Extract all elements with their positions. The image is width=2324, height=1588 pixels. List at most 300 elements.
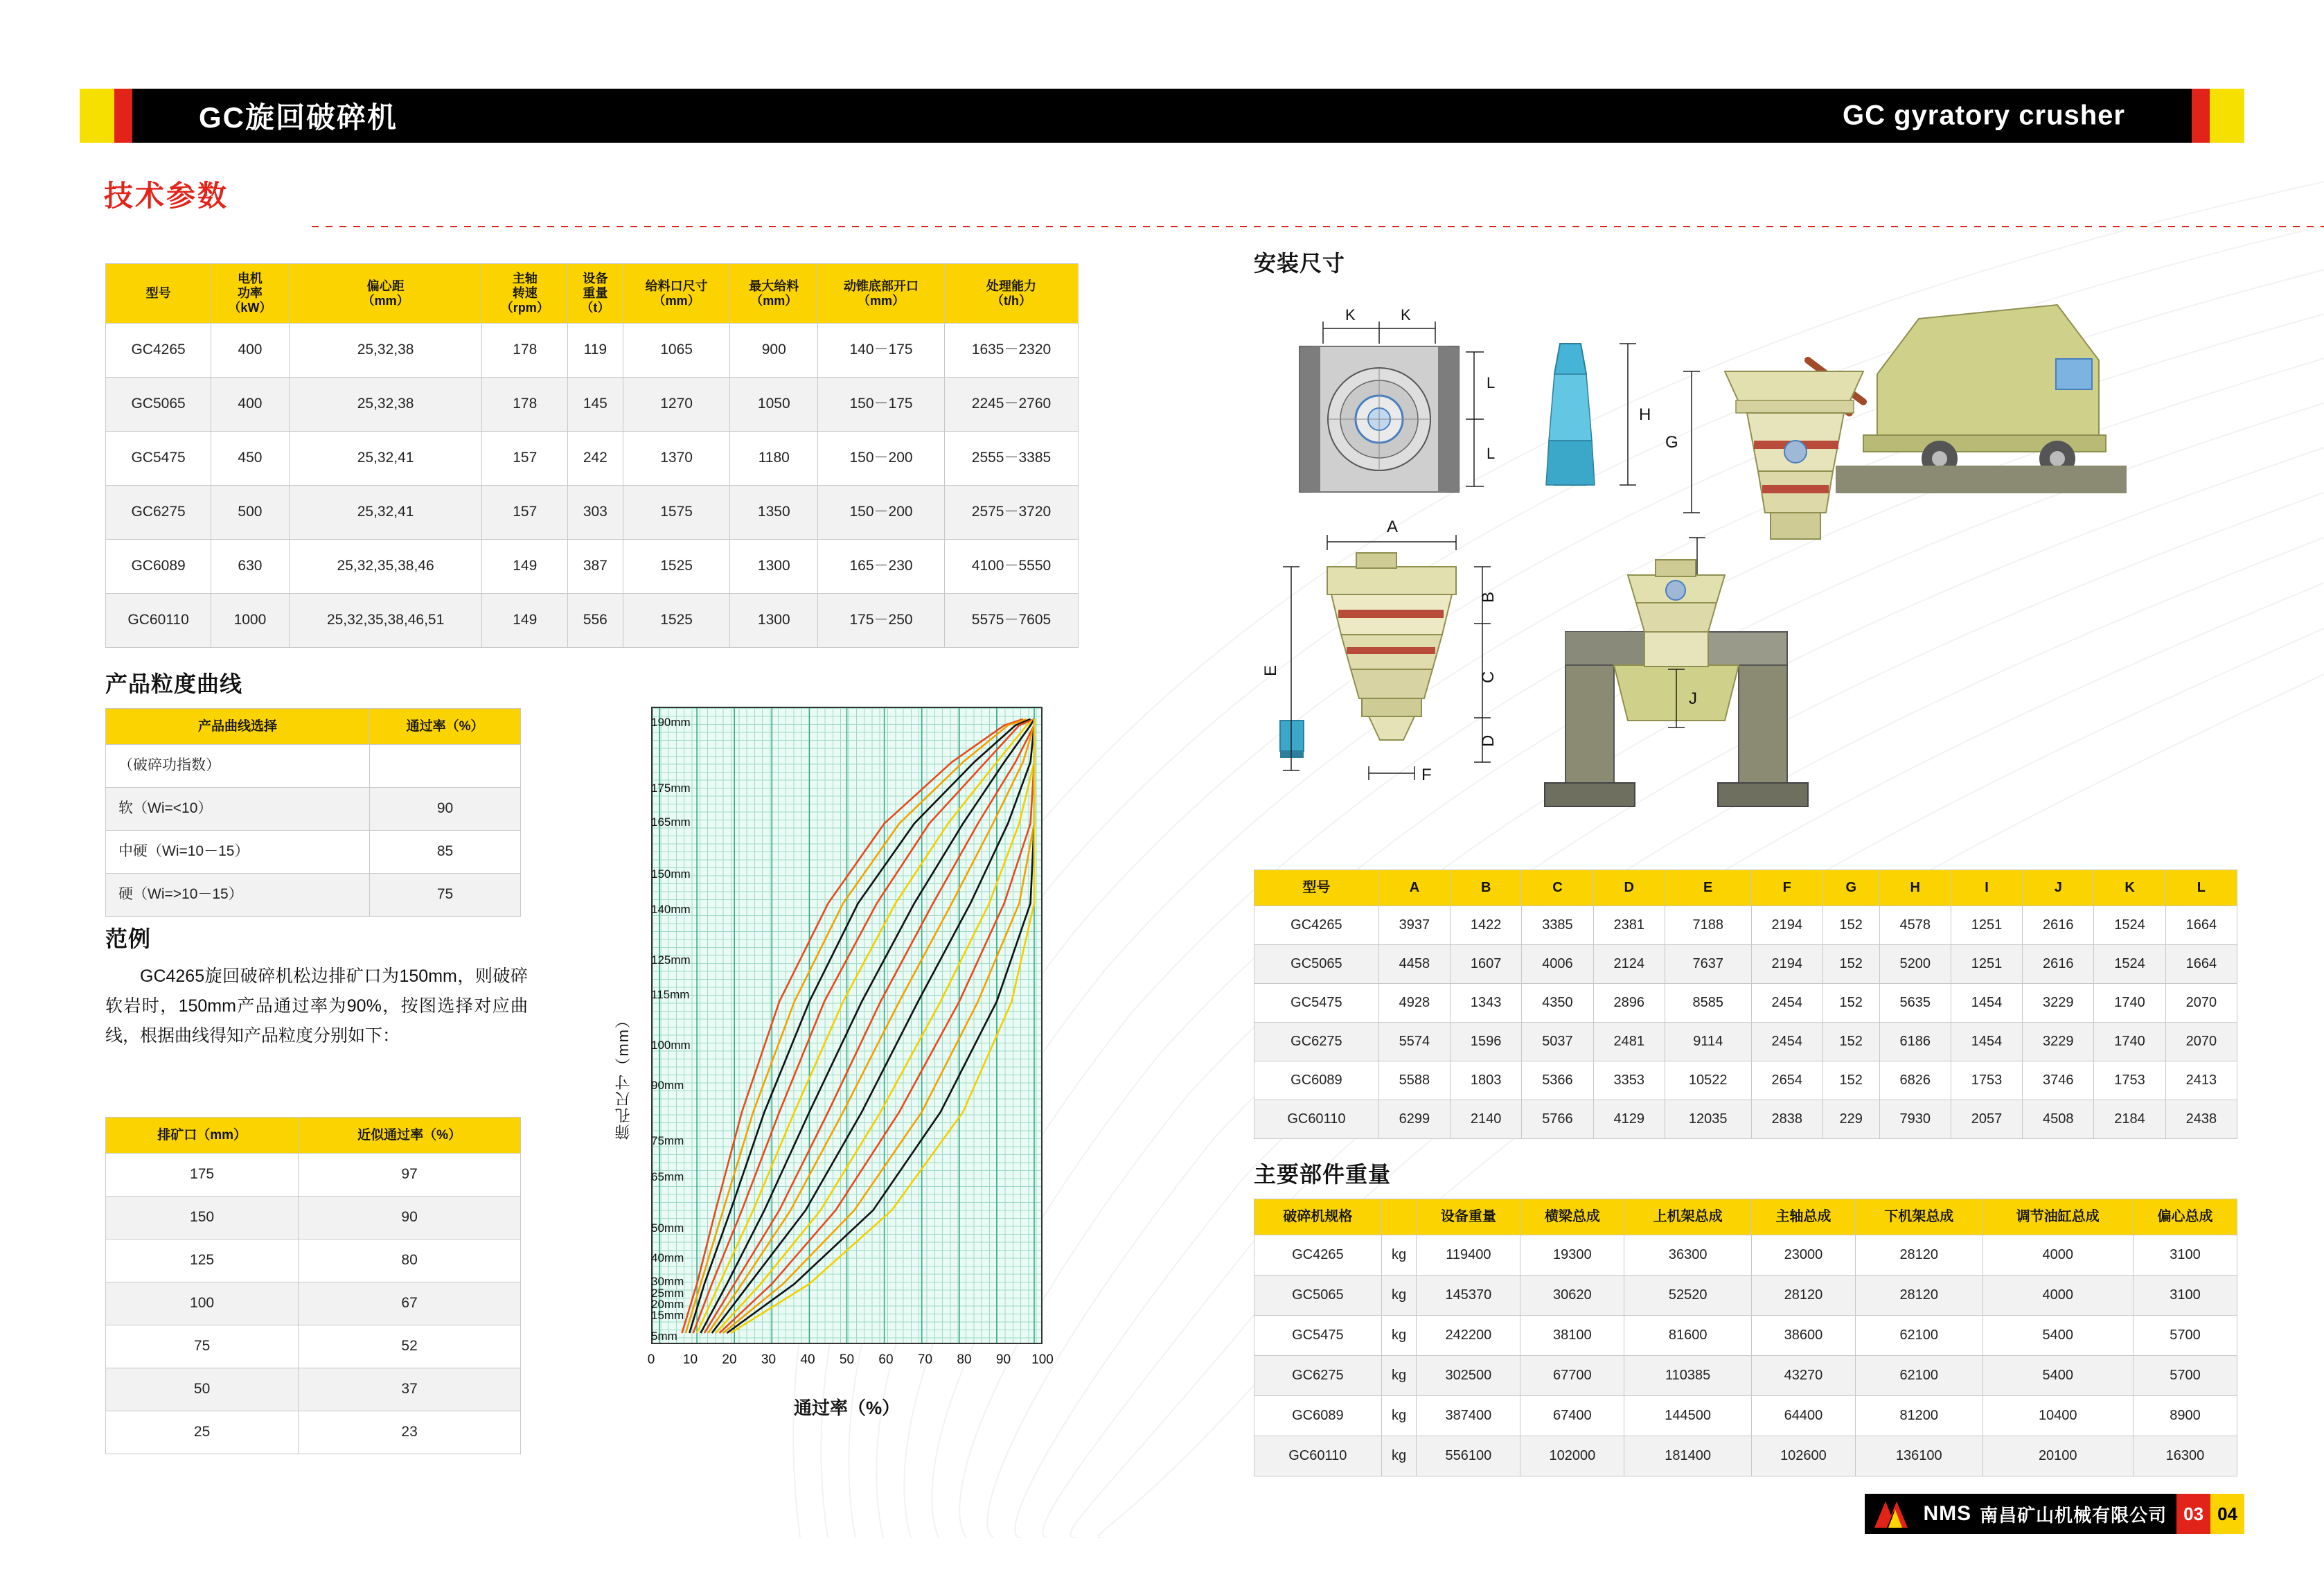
weight-table-cell: 3100	[2133, 1235, 2237, 1276]
install-dim-table-cell: 2896	[1593, 984, 1665, 1023]
installation-dimension-figure	[1240, 277, 2244, 831]
outlet-table-cell: 100	[106, 1282, 299, 1325]
install-dim-table-cell: 1343	[1451, 984, 1522, 1023]
spec-table-col-4: 设备 重量 （t）	[568, 264, 623, 324]
outlet-table-row	[106, 1325, 521, 1368]
weight-table-cell: 10400	[1983, 1396, 2133, 1436]
brand-text: NMS	[1923, 1502, 1972, 1525]
weight-table-cell: 43270	[1751, 1356, 1855, 1396]
install-dim-table-cell: 2057	[1951, 1100, 2022, 1139]
weight-table-cell: 38600	[1751, 1316, 1855, 1356]
spec-table-cell: 4100－5550	[944, 540, 1078, 594]
spec-table-cell: 145	[568, 378, 623, 432]
install-dim-table-cell: 2438	[2165, 1100, 2237, 1139]
spec-table-cell: 2575－3720	[944, 486, 1078, 540]
chart-series-line	[693, 719, 1034, 1333]
spec-table-cell: GC4265	[106, 324, 211, 378]
weight-table-cell: 5700	[2133, 1316, 2237, 1356]
install-dim-table-row	[1254, 906, 2237, 945]
weight-table-col-5: 主轴总成	[1751, 1199, 1855, 1235]
weight-table-cell: 16300	[2133, 1436, 2237, 1476]
install-dim-table-col-3: C	[1522, 870, 1593, 906]
weight-table-cell: 4000	[1983, 1276, 2133, 1316]
curve-select-cell: （破碎功指数）	[106, 745, 370, 788]
weight-table-cell: 81200	[1855, 1396, 1983, 1436]
chart-y-axis-title: 筛孔尺寸（mm）	[614, 1012, 632, 1140]
outlet-table-cell: 175	[106, 1154, 299, 1197]
install-dim-table-cell: 1753	[2094, 1061, 2165, 1100]
install-dim-table-cell: 2481	[1593, 1023, 1665, 1061]
outlet-table-cell: 80	[299, 1239, 521, 1282]
install-dim-table-cell: 3385	[1522, 906, 1593, 945]
svg-text:K: K	[1345, 306, 1356, 324]
weight-table-cell: GC5065	[1254, 1276, 1382, 1316]
weight-table-row	[1254, 1396, 2237, 1436]
curve-select-row	[106, 831, 521, 874]
header-accent-red-right	[2192, 89, 2210, 143]
nms-mark-icon	[1870, 1497, 1919, 1530]
spec-table-cell: 150－175	[818, 378, 945, 432]
weight-table-cell: 81600	[1624, 1316, 1752, 1356]
install-dim-table-cell: 1454	[1951, 1023, 2022, 1061]
install-dim-table-cell: 8585	[1665, 984, 1751, 1023]
spec-table-cell: GC5065	[106, 378, 211, 432]
weight-table-cell: 19300	[1520, 1235, 1624, 1276]
install-dim-table-cell: 4129	[1593, 1100, 1665, 1139]
spec-table-container	[105, 263, 1079, 648]
spec-table-cell: 500	[211, 486, 290, 540]
install-dim-table-cell: 4458	[1378, 945, 1450, 984]
outlet-header-row	[106, 1118, 521, 1154]
spec-table-cell: GC6275	[106, 486, 211, 540]
install-dim-table-cell: 10522	[1665, 1061, 1751, 1100]
curve-select-header-row	[106, 709, 521, 745]
weight-table-cell: 38100	[1520, 1316, 1624, 1356]
outlet-table-row	[106, 1282, 521, 1325]
install-dim-table-cell: 5037	[1522, 1023, 1593, 1061]
weight-table-cell: 387400	[1417, 1396, 1520, 1436]
curve-select-cell: 90	[370, 788, 521, 831]
install-dim-table-row	[1254, 1061, 2237, 1100]
spec-table-cell: GC6089	[106, 540, 211, 594]
spec-table-header-row	[106, 264, 1079, 324]
install-dim-table-cell: 1596	[1451, 1023, 1522, 1061]
spec-table-cell: 1270	[623, 378, 730, 432]
outlet-table-cell: 125	[106, 1239, 299, 1282]
install-dim-table-cell: 5588	[1378, 1061, 1450, 1100]
spec-table-row	[106, 540, 1079, 594]
chart-x-tick-label: 60	[878, 1352, 894, 1367]
install-dim-table-cell: 1524	[2094, 945, 2165, 984]
outlet-table-cell: 67	[299, 1282, 521, 1325]
figure-mantle-cone	[1546, 344, 1651, 485]
weight-table-cell: 30620	[1520, 1276, 1624, 1316]
block-title-example: 范例	[105, 926, 152, 951]
install-dim-table-cell: 152	[1822, 1023, 1879, 1061]
chart-series-line	[720, 719, 1034, 1333]
spec-table-col-7: 动锥底部开口 （mm）	[818, 264, 945, 324]
spec-table-cell: 1065	[623, 324, 730, 378]
weight-table-cell: 62100	[1855, 1316, 1983, 1356]
install-dim-table-col-1: A	[1378, 870, 1450, 906]
spec-table-cell: 1180	[730, 432, 818, 486]
spec-table-cell: 1635－2320	[944, 324, 1078, 378]
spec-table-cell: 25,32,35,38,46,51	[289, 594, 482, 648]
curve-select-cell: 硬（Wi=>10－15）	[106, 874, 370, 917]
company-logo	[1865, 1494, 2176, 1534]
curve-select-row	[106, 874, 521, 917]
page-number-left: 03	[2176, 1494, 2210, 1534]
spec-table-body	[106, 324, 1079, 648]
curve-select-cell: 软（Wi=<10）	[106, 788, 370, 831]
spec-table-cell: 900	[730, 324, 818, 378]
svg-text:L: L	[1487, 374, 1496, 391]
svg-text:G: G	[1665, 433, 1678, 452]
header-title-en: GC gyratory crusher	[1842, 100, 2125, 131]
install-dim-table-cell: 3746	[2023, 1061, 2094, 1100]
weight-table-row	[1254, 1356, 2237, 1396]
weight-table-cell: 4000	[1983, 1235, 2133, 1276]
spec-table-cell: 157	[482, 486, 568, 540]
weight-table-cell: kg	[1381, 1396, 1417, 1436]
curve-select-cell	[370, 745, 521, 788]
install-dim-table-col-10: J	[2023, 870, 2094, 906]
install-dim-table-cell: 1251	[1951, 906, 2022, 945]
chart-plot-area	[651, 707, 1043, 1344]
install-dim-table-cell: 3353	[1593, 1061, 1665, 1100]
install-dim-table-cell: 5366	[1522, 1061, 1593, 1100]
weight-table-cell: 110385	[1624, 1356, 1752, 1396]
weight-table-cell: 20100	[1983, 1436, 2133, 1476]
install-dim-table-body	[1254, 906, 2237, 1139]
spec-table-cell: 140－175	[818, 324, 945, 378]
spec-table-cell: GC60110	[106, 594, 211, 648]
weight-table-cell: 28120	[1855, 1276, 1983, 1316]
install-dim-table-cell: 3229	[2023, 984, 2094, 1023]
chart-x-tick-label: 50	[839, 1352, 855, 1367]
install-dim-table-col-0: 型号	[1254, 870, 1379, 906]
weight-table-row	[1254, 1316, 2237, 1356]
weight-table-cell: 5400	[1983, 1316, 2133, 1356]
chart-x-tick-label: 70	[917, 1352, 933, 1367]
install-dim-table-row	[1254, 1023, 2237, 1061]
curve-select-row	[106, 788, 521, 831]
outlet-table-cell: 25	[106, 1411, 299, 1454]
weight-table-col-7: 调节油缸总成	[1983, 1199, 2133, 1235]
weight-table-container	[1254, 1199, 2237, 1476]
install-dim-table-cell: 5635	[1879, 984, 1951, 1023]
install-dim-table-cell: 1740	[2094, 1023, 2165, 1061]
install-dim-table-cell: 1422	[1451, 906, 1522, 945]
weight-table-cell: 242200	[1417, 1316, 1520, 1356]
weight-table-cell: 23000	[1751, 1235, 1855, 1276]
weight-table-cell: 28120	[1855, 1235, 1983, 1276]
install-dim-table-cell: 12035	[1665, 1100, 1751, 1139]
outlet-table-cell: 97	[299, 1154, 521, 1197]
install-dim-table-cell: 5766	[1522, 1100, 1593, 1139]
install-dim-table-col-8: H	[1879, 870, 1951, 906]
curve-select-cell: 85	[370, 831, 521, 874]
install-dim-table-cell: GC5475	[1254, 984, 1379, 1023]
weight-table-cell: 52520	[1624, 1276, 1752, 1316]
weight-table-cell: 119400	[1417, 1235, 1520, 1276]
weight-table-cell: kg	[1381, 1356, 1417, 1396]
svg-text:K: K	[1401, 306, 1411, 324]
install-dim-table-cell: 9114	[1665, 1023, 1751, 1061]
curve-select-body	[106, 745, 521, 917]
install-dim-table-cell: 7637	[1665, 945, 1751, 984]
block-title-product-curve: 产品粒度曲线	[105, 671, 243, 696]
install-dim-table-cell: 4006	[1522, 945, 1593, 984]
spec-table-cell: 25,32,38	[289, 324, 482, 378]
spec-table-row	[106, 324, 1079, 378]
install-dim-table-cell: 7930	[1879, 1100, 1951, 1139]
install-dim-table-col-5: E	[1665, 870, 1751, 906]
spec-table-cell: 149	[482, 540, 568, 594]
outlet-table-cell: 23	[299, 1411, 521, 1454]
svg-text:F: F	[1421, 766, 1432, 784]
outlet-table-row	[106, 1154, 521, 1197]
weight-table-cell: 136100	[1855, 1436, 1983, 1476]
spec-table-col-0: 型号	[106, 264, 211, 324]
spec-table-col-3: 主轴 转速 （rpm）	[482, 264, 568, 324]
spec-table-cell: 1575	[623, 486, 730, 540]
install-dim-table-cell: 2616	[2023, 906, 2094, 945]
curve-select-cell: 中硬（Wi=10－15）	[106, 831, 370, 874]
weight-table-cell: 556100	[1417, 1436, 1520, 1476]
install-dim-table-cell: 3937	[1378, 906, 1450, 945]
spec-table-cell: 165－230	[818, 540, 945, 594]
spec-table-cell: 178	[482, 378, 568, 432]
install-dim-table-cell: 1664	[2165, 945, 2237, 984]
install-dim-table-cell: 2194	[1751, 945, 1822, 984]
weight-table-col-1	[1381, 1199, 1417, 1235]
weight-table-col-3: 横梁总成	[1520, 1199, 1624, 1235]
weight-table-cell: GC4265	[1254, 1235, 1382, 1276]
chart-x-tick-label: 100	[1031, 1352, 1054, 1367]
page-header	[80, 89, 2244, 143]
spec-table-cell: 400	[211, 378, 290, 432]
example-paragraph	[105, 962, 528, 1051]
company-name: 南昌矿山机械有限公司	[1980, 1504, 2167, 1526]
weight-table-cell: 145370	[1417, 1276, 1520, 1316]
outlet-table-cell: 150	[106, 1197, 299, 1239]
install-dim-table-cell: 1664	[2165, 906, 2237, 945]
install-dim-table-col-12: L	[2165, 870, 2237, 906]
weight-table-cell: 67700	[1520, 1356, 1624, 1396]
spec-table-cell: 150－200	[818, 486, 945, 540]
spec-table-cell: 157	[482, 432, 568, 486]
outlet-table	[105, 1117, 521, 1454]
install-dim-table-cell: 5200	[1879, 945, 1951, 984]
outlet-table-cell: 37	[299, 1368, 521, 1411]
weight-table-cell: 102000	[1520, 1436, 1624, 1476]
install-dim-table-cell: 4350	[1522, 984, 1593, 1023]
chart-x-tick-label: 80	[957, 1352, 972, 1367]
weight-table-cell: 64400	[1751, 1396, 1855, 1436]
weight-table-cell: kg	[1381, 1436, 1417, 1476]
install-dim-table-col-6: F	[1751, 870, 1822, 906]
install-dim-table-cell: 1251	[1951, 945, 2022, 984]
spec-table-cell: 25,32,38	[289, 378, 482, 432]
install-dim-table-cell: 2454	[1751, 1023, 1822, 1061]
weight-table-cell: 5700	[2133, 1356, 2237, 1396]
svg-text:J: J	[1689, 689, 1697, 708]
outlet-table-cell: 52	[299, 1325, 521, 1368]
spec-table-row	[106, 432, 1079, 486]
weight-table-cell: 67400	[1520, 1396, 1624, 1436]
install-dim-table	[1254, 870, 2237, 1139]
figure-support-frame	[1545, 560, 1808, 806]
svg-text:A: A	[1387, 518, 1399, 536]
weight-table-cell: GC5475	[1254, 1316, 1382, 1356]
weight-table-cell: 62100	[1855, 1356, 1983, 1396]
install-dim-table-cell: 6299	[1378, 1100, 1450, 1139]
weight-table-cell: GC6089	[1254, 1396, 1382, 1436]
install-dim-table-cell: 152	[1822, 984, 1879, 1023]
install-dim-table-row	[1254, 945, 2237, 984]
svg-text:L: L	[1487, 445, 1496, 462]
spec-table-cell: 119	[568, 324, 623, 378]
install-dim-table-cell: 2070	[2165, 1023, 2237, 1061]
spec-table-cell: 25,32,35,38,46	[289, 540, 482, 594]
weight-table-col-8: 偏心总成	[2133, 1199, 2237, 1235]
outlet-table-container	[105, 1117, 521, 1454]
install-dim-table-cell: 2616	[2023, 945, 2094, 984]
spec-table-col-2: 偏心距 （mm）	[289, 264, 482, 324]
example-paragraph-text: GC4265旋回破碎机松边排矿口为150mm，则破碎软岩时，150mm产品通过率为90%，按图选择对应曲线，根据曲线得知产品粒度分别如下：	[105, 967, 528, 1046]
spec-table-cell: 149	[482, 594, 568, 648]
weight-table-col-4: 上机架总成	[1624, 1199, 1752, 1235]
header-accent-red-left	[114, 89, 132, 143]
spec-table-cell: 1050	[730, 378, 818, 432]
spec-table-cell: 1370	[623, 432, 730, 486]
page-number-right: 04	[2210, 1494, 2244, 1534]
install-dim-table-cell: GC4265	[1254, 906, 1379, 945]
install-dim-header-row	[1254, 870, 2237, 906]
weight-table-cell: kg	[1381, 1276, 1417, 1316]
install-dim-table-cell: 4508	[2023, 1100, 2094, 1139]
spec-table-col-1: 电机 功率 （kW）	[211, 264, 290, 324]
outlet-table-row	[106, 1197, 521, 1239]
section-divider-dotted	[312, 226, 2324, 227]
chart-x-tick-label: 40	[800, 1352, 815, 1367]
install-dim-table-cell: 4578	[1879, 906, 1951, 945]
install-dim-table-cell: 2413	[2165, 1061, 2237, 1100]
svg-text:B: B	[1479, 591, 1498, 603]
install-dim-table-col-4: D	[1593, 870, 1665, 906]
svg-text:E: E	[1261, 664, 1280, 676]
spec-table-cell: 630	[211, 540, 290, 594]
chart-series-line	[727, 719, 1034, 1333]
weight-table-cell: 28120	[1751, 1276, 1855, 1316]
spec-table-cell: 556	[568, 594, 623, 648]
spec-table-col-6: 最大给料 （mm）	[730, 264, 818, 324]
figure-frame-view	[1300, 306, 1495, 492]
weight-table-cell: 36300	[1624, 1235, 1752, 1276]
svg-text:D: D	[1479, 734, 1498, 747]
weight-table	[1254, 1199, 2237, 1476]
outlet-table-row	[106, 1411, 521, 1454]
install-dim-table-container	[1254, 870, 2237, 1139]
spec-table-cell: 400	[211, 324, 290, 378]
chart-x-axis-title: 通过率（%）	[793, 1397, 901, 1418]
weight-table-cell: 5400	[1983, 1356, 2133, 1396]
weight-table-col-0: 破碎机规格	[1254, 1199, 1382, 1235]
curve-select-row	[106, 745, 521, 788]
weight-table-cell: GC6275	[1254, 1356, 1382, 1396]
weight-table-cell: kg	[1381, 1316, 1417, 1356]
spec-table-row	[106, 486, 1079, 540]
spec-table-cell: 242	[568, 432, 623, 486]
chart-x-tick-label: 90	[995, 1352, 1011, 1367]
spec-table-cell: 387	[568, 540, 623, 594]
outlet-table-row	[106, 1368, 521, 1411]
weight-table-cell: 181400	[1624, 1436, 1752, 1476]
spec-table-cell: 178	[482, 324, 568, 378]
install-dim-table-cell: 7188	[1665, 906, 1751, 945]
install-dim-table-cell: GC5065	[1254, 945, 1379, 984]
spec-table-cell: 25,32,41	[289, 432, 482, 486]
weight-table-col-2: 设备重量	[1417, 1199, 1520, 1235]
chart-x-tick-label: 0	[647, 1352, 655, 1367]
header-title-cn: GC旋回破碎机	[199, 101, 398, 134]
weight-table-cell: kg	[1381, 1235, 1417, 1276]
install-dim-table-cell: 2838	[1751, 1100, 1822, 1139]
outlet-table-cell: 75	[106, 1325, 299, 1368]
weight-table-row	[1254, 1235, 2237, 1276]
install-dim-table-cell: 2124	[1593, 945, 1665, 984]
page-footer	[1865, 1494, 2244, 1534]
chart-x-tick-label: 30	[761, 1352, 777, 1367]
weight-table-cell: GC60110	[1254, 1436, 1382, 1476]
chart-x-tick-label: 20	[722, 1352, 737, 1367]
spec-table-cell: 175－250	[818, 594, 945, 648]
chart-x-tick-label: 10	[682, 1352, 698, 1367]
spec-table-cell: 1300	[730, 594, 818, 648]
curve-select-table-container	[105, 708, 521, 917]
weight-table-cell: 144500	[1624, 1396, 1752, 1436]
weight-table-row	[1254, 1276, 2237, 1316]
install-dim-table-cell: 4928	[1378, 984, 1450, 1023]
install-dim-table-cell: 2140	[1451, 1100, 1522, 1139]
spec-table-cell: 5575－7605	[944, 594, 1078, 648]
spec-table-head	[106, 264, 1079, 324]
spec-table-cell: 1525	[623, 540, 730, 594]
weight-table-col-6: 下机架总成	[1855, 1199, 1983, 1235]
figure-shaft-assembly	[1261, 518, 1498, 784]
product-size-curve-chart	[547, 693, 1088, 1448]
install-dim-table-cell: 1607	[1451, 945, 1522, 984]
weight-table-cell: 8900	[2133, 1396, 2237, 1436]
install-dim-table-cell: 6826	[1879, 1061, 1951, 1100]
outlet-table-cell: 50	[106, 1368, 299, 1411]
weight-table-body	[1254, 1235, 2237, 1476]
header-accent-yellow-right	[2210, 89, 2244, 143]
install-dim-table-cell: 2184	[2094, 1100, 2165, 1139]
install-dim-table-cell: 1803	[1451, 1061, 1522, 1100]
outlet-table-cell: 90	[299, 1197, 521, 1239]
spec-table-cell: 150－200	[818, 432, 945, 486]
outlet-table-col-0: 排矿口（mm）	[106, 1118, 299, 1154]
install-dim-table-cell: 152	[1822, 945, 1879, 984]
install-dim-table-row	[1254, 984, 2237, 1023]
install-dim-table-cell: 2654	[1751, 1061, 1822, 1100]
block-title-install-dims: 安装尺寸	[1254, 251, 1346, 276]
install-dim-table-cell: 3229	[2023, 1023, 2094, 1061]
install-dim-table-col-2: B	[1451, 870, 1522, 906]
weight-table-cell: 302500	[1417, 1356, 1520, 1396]
